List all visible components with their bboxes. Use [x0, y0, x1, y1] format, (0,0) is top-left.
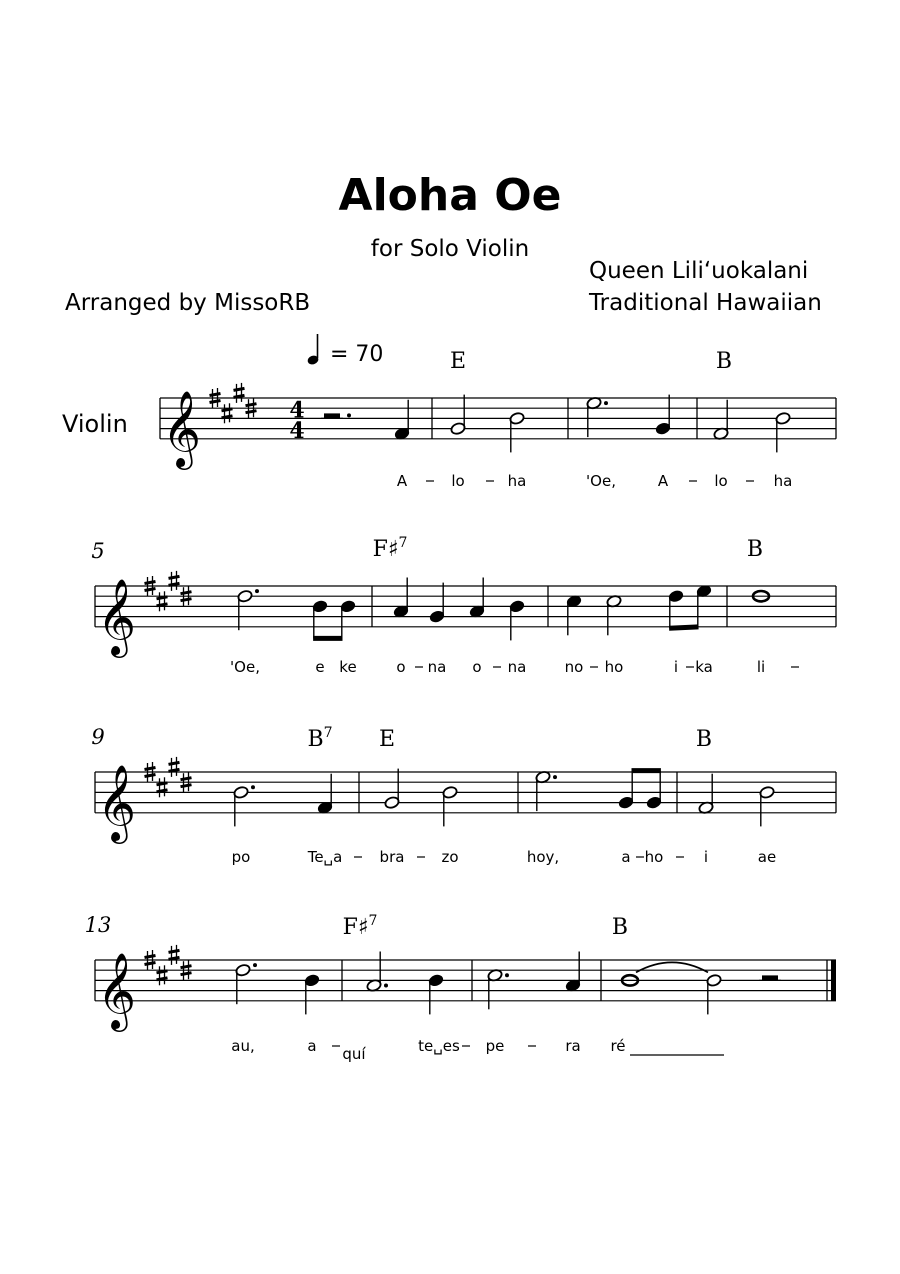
sharp-bar [246, 411, 257, 413]
lyric-syllable: a [307, 1037, 317, 1055]
sharp-bar [145, 956, 156, 958]
sharp-bar [157, 971, 168, 973]
chord-symbol: E [378, 727, 396, 752]
lyric-syllable: ra [565, 1037, 581, 1055]
treble-clef-icon [97, 764, 136, 844]
lyric-syllable: po [231, 848, 251, 866]
lyric-syllable: bra [379, 848, 405, 866]
augmentation-dot [347, 413, 351, 417]
key-sharp-icon [234, 383, 245, 403]
lyric-syllable: o [396, 658, 406, 676]
sharp-bar [246, 404, 257, 406]
lyric-syllable: zo [441, 848, 459, 866]
sharp-bar [157, 604, 168, 606]
sharp-bar [145, 775, 156, 777]
chord-extension: 7 [323, 725, 333, 741]
note [235, 963, 257, 1004]
note [393, 578, 409, 619]
staff-system-1 [160, 383, 836, 470]
note [775, 412, 791, 453]
key-sharp-icon [157, 591, 168, 611]
lyric-syllable: a [621, 848, 631, 866]
lyric-syllable: ha [773, 472, 793, 490]
measure-number: 9 [91, 725, 105, 749]
tie [636, 962, 708, 972]
sharp-bar [169, 769, 180, 771]
sharp-bar [157, 978, 168, 980]
sharp-bar [181, 973, 192, 975]
lyric-syllable: ho [604, 658, 624, 676]
note [304, 974, 320, 1015]
augmentation-dot [255, 589, 259, 593]
note [535, 770, 557, 811]
chord-symbol: B [715, 349, 733, 374]
sharp-bar [181, 592, 192, 594]
lyric-syllable: ke [339, 658, 357, 676]
lyric-syllable: quí [342, 1045, 366, 1063]
chord-extension: 7 [398, 535, 408, 551]
measure-number: 5 [91, 539, 105, 563]
chord-symbol: B [746, 537, 764, 562]
treble-clef-glyph: 𝄞 [97, 951, 137, 1029]
note [469, 578, 485, 619]
note [233, 785, 255, 826]
augmentation-dot [384, 984, 388, 988]
chord-extension: 7 [368, 913, 378, 929]
lyric-syllable: na [507, 658, 527, 676]
lyrics [230, 472, 799, 1063]
tempo-marking: = 70 [330, 342, 384, 367]
final-barline-thick [831, 960, 836, 1001]
note [394, 400, 410, 441]
lyric-syllable: e [315, 658, 325, 676]
note [429, 583, 445, 624]
treble-clef-glyph: 𝄞 [97, 577, 137, 655]
lyric-syllable: lo [451, 472, 465, 490]
key-sharp-icon [222, 403, 233, 423]
lyric-syllable: i [673, 658, 679, 676]
sharp-bar [181, 785, 192, 787]
time-signature [289, 397, 304, 443]
note [428, 974, 444, 1015]
sharp-bar [169, 957, 180, 959]
sharp-bar [145, 768, 156, 770]
sharp-bar [157, 597, 168, 599]
sharp-bar [181, 599, 192, 601]
sharp-bar [145, 582, 156, 584]
chord-symbol: F♯$^7$ [372, 535, 408, 562]
augmentation-dot [253, 963, 257, 967]
sharp-bar [210, 394, 221, 396]
note [442, 786, 458, 827]
sharp-bar [145, 589, 156, 591]
treble-clef-icon [97, 952, 136, 1032]
lyric-syllable: ka [695, 658, 713, 676]
key-sharp-icon [157, 965, 168, 985]
quarter-note-icon [306, 334, 319, 366]
lyric-syllable: Te␣a [307, 848, 343, 866]
sharp-bar [234, 395, 245, 397]
note [706, 974, 722, 1015]
sharp-bar [234, 388, 245, 390]
note [237, 589, 259, 630]
lyric-syllable: te␣es [418, 1037, 460, 1055]
augmentation-dot [251, 785, 255, 789]
chord-symbol: B [695, 727, 713, 752]
lyric-syllable: 'Oe, [586, 472, 616, 490]
lyric-syllable: i [703, 848, 709, 866]
note [366, 952, 388, 993]
sharp-bar [210, 401, 221, 403]
note [566, 594, 582, 635]
note [698, 774, 714, 815]
sharp-bar [181, 778, 192, 780]
note [384, 769, 400, 810]
lyric-syllable: ae [757, 848, 777, 866]
note [509, 412, 525, 453]
score-title: Aloha Oe [338, 170, 562, 221]
augmentation-dot [553, 775, 557, 779]
lyric-syllable: na [427, 658, 447, 676]
treble-clef-glyph: 𝄞 [162, 389, 202, 467]
sharp-bar [169, 576, 180, 578]
chord-symbol: B [611, 915, 629, 940]
lyric-syllable: pe [485, 1037, 505, 1055]
key-sharp-icon [157, 777, 168, 797]
half-rest [762, 975, 778, 980]
lyric-syllable: hoy, [526, 848, 560, 866]
note [606, 594, 622, 635]
arranger-credit: Arranged by MissoRB [65, 290, 311, 316]
measure-number: 13 [84, 913, 112, 937]
sharp-bar [145, 963, 156, 965]
staff-system-2 [95, 571, 836, 658]
note [487, 968, 509, 1009]
staff-system-4 [95, 945, 836, 1032]
origin-credit: Traditional Hawaiian [589, 290, 822, 316]
time-sig-top: 4 [289, 397, 305, 424]
staff-system-3 [95, 757, 836, 844]
chord-symbol: F♯$^7$ [342, 913, 378, 940]
lyric-syllable: A [657, 472, 669, 490]
sharp-bar [222, 409, 233, 411]
note [713, 400, 729, 441]
note [565, 952, 581, 993]
lyric-syllable: 'Oe, [230, 658, 260, 676]
lyric-syllable: no [564, 658, 584, 676]
note [586, 396, 608, 437]
note [759, 786, 775, 827]
sharp-bar [169, 583, 180, 585]
instrument-label: Violin [62, 410, 128, 438]
note [655, 395, 671, 436]
lyric-syllable: ho [644, 848, 664, 866]
sharp-bar [169, 762, 180, 764]
lyric-syllable: o [472, 658, 482, 676]
score-subtitle: for Solo Violin [370, 236, 530, 262]
augmentation-dot [604, 401, 608, 405]
sharp-bar [157, 790, 168, 792]
note [509, 600, 525, 641]
key-sharp-icon [169, 571, 180, 591]
lyric-syllable: au, [231, 1037, 255, 1055]
note [317, 774, 333, 815]
lyric-syllable: lo [714, 472, 728, 490]
treble-clef-icon [97, 578, 136, 658]
sharp-bar [157, 783, 168, 785]
lyric-syllable: ré [610, 1037, 626, 1055]
lyric-syllable: ha [507, 472, 527, 490]
augmentation-dot [505, 973, 509, 977]
key-sharp-icon [169, 757, 180, 777]
sharp-bar [222, 416, 233, 418]
time-sig-bottom: 4 [289, 417, 305, 444]
sharp-bar [181, 966, 192, 968]
beam [669, 627, 698, 628]
composer-credit: Queen Liliʻuokalani [589, 258, 809, 284]
chord-symbol: $B^7$ [307, 725, 333, 752]
chord-symbol: E [449, 349, 467, 374]
lyric-syllable: A [396, 472, 408, 490]
key-sharp-icon [169, 945, 180, 965]
treble-clef-glyph: 𝄞 [97, 763, 137, 841]
lyric-syllable: li [756, 658, 766, 676]
sharp-bar [169, 950, 180, 952]
note [450, 395, 466, 436]
treble-clef-icon [162, 390, 201, 470]
half-rest [324, 413, 340, 418]
